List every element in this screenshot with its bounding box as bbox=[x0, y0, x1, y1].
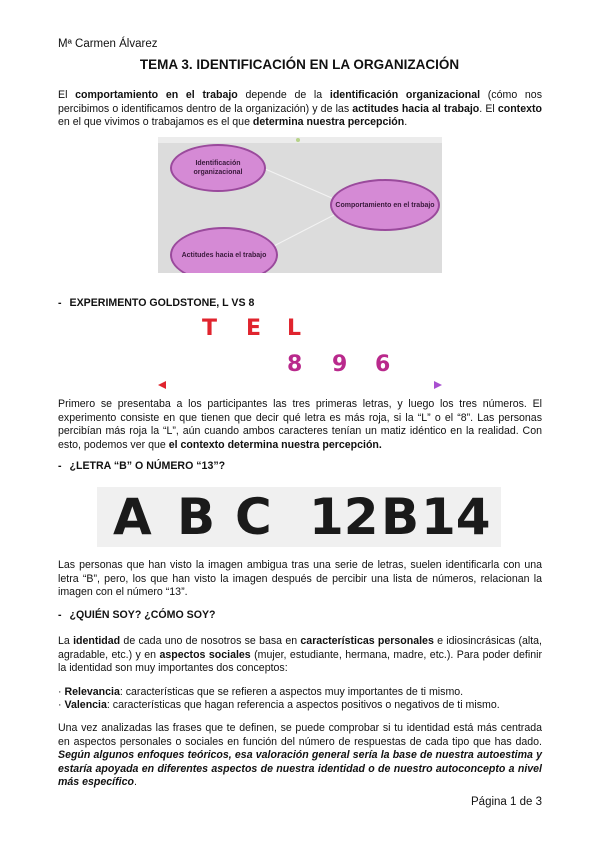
node-actitudes: Actitudes hacia el trabajo bbox=[170, 227, 278, 273]
glyph-b: B bbox=[177, 488, 216, 546]
bullet-relevancia: · Relevancia: características que se refieren a aspectos muy importantes de ti mismo. bbox=[58, 686, 464, 698]
para3-run: características personales bbox=[300, 635, 434, 647]
section-heading-quien: - ¿QUIÉN SOY? ¿CÓMO SOY? bbox=[58, 609, 216, 621]
bullet-valencia: · Valencia: características que hagan referencia a aspectos positivos o negativos de ti mismo. bbox=[58, 699, 500, 711]
glyph-c: C bbox=[235, 488, 272, 546]
intro-run: . El bbox=[479, 102, 498, 115]
intro-run: comportamiento en el trabajo bbox=[75, 89, 238, 101]
para1-run: el contexto determina nuestra percepción. bbox=[168, 438, 382, 451]
number-9: 9 bbox=[332, 352, 348, 377]
section-heading-letra: - ¿LETRA “B” O NÚMERO “13”? bbox=[58, 460, 226, 472]
letter-e: E bbox=[246, 316, 262, 341]
page-title: TEMA 3. IDENTIFICACIÓN EN LA ORGANIZACIÓN bbox=[139, 57, 460, 72]
intro-run: actitudes hacia al trabajo bbox=[352, 102, 480, 115]
intro-run: en el que vivimos o trabajamos es el que bbox=[58, 116, 253, 128]
glyph-a: A bbox=[113, 488, 152, 546]
goldstone-paragraph bbox=[58, 398, 542, 452]
glyph-b-ambiguous: B bbox=[381, 488, 420, 546]
node-identificacion: Identificación organizacional bbox=[170, 144, 266, 192]
node-comportamiento: Comportamiento en el trabajo bbox=[330, 179, 440, 231]
intro-run: identificación organizacional bbox=[329, 89, 481, 101]
para3-run: identidad bbox=[73, 635, 121, 647]
intro-paragraph bbox=[58, 89, 542, 130]
para3-run: e idiosincrásicas (alta, agradable, etc.) y en bbox=[58, 635, 542, 661]
para3-run: (mujer, estudiante, hermana, madre, etc.). Para poder definir la identidad son muy importantes dos conceptos: bbox=[58, 648, 542, 674]
section-heading-goldstone: - EXPERIMENTO GOLDSTONE, L VS 8 bbox=[58, 297, 255, 309]
glyph-14: 14 bbox=[421, 488, 491, 546]
conclusion-paragraph: Una vez analizadas las frases que te definen, se puede comprobar si tu identidad está más centrada en aspectos personales o sociales en función del número de respuestas de cada tipo que has dado. Según algunos enfoques teóricos, esa valoración general sería la base de nuestra autoestima y estaría apoyada en diferentes aspectos de nuestra identidad o de nuestro autoconcepto a nivel más específico. bbox=[58, 722, 542, 788]
para3-run: aspectos sociales bbox=[159, 648, 251, 661]
para1-run: Primero se presentaba a los participantes las tres primeras letras, y luego los tres números. El experimento consiste en que tienen que decir qué letra es más roja, si la “L” o el “8”. Las personas percibían más roja la “L”, aún cuando ambos caracteres tenían un matiz idéntico en la realidad. Con esto, podemos ver que bbox=[58, 398, 542, 451]
identity-paragraph bbox=[58, 635, 542, 676]
identity-diagram bbox=[158, 137, 442, 273]
letter-t: T bbox=[202, 316, 218, 341]
page-number: Página 1 de 3 bbox=[471, 796, 542, 808]
number-8: 8 bbox=[287, 352, 303, 377]
tel-figure bbox=[158, 300, 442, 392]
connector-top bbox=[256, 165, 334, 199]
para3-run: de cada uno de nosotros se basa en bbox=[120, 635, 301, 647]
abc-figure bbox=[97, 487, 501, 547]
intro-run: (cómo nos percibimos o identificamos dentro de la organización) y de las bbox=[58, 89, 542, 115]
para3-run: La bbox=[58, 635, 74, 647]
intro-run: determina nuestra percepción bbox=[252, 116, 405, 128]
connector-bottom bbox=[268, 215, 334, 249]
glyph-12: 12 bbox=[309, 488, 379, 546]
intro-run: . bbox=[404, 116, 408, 128]
author: Mª Carmen Álvarez bbox=[58, 38, 158, 50]
intro-run: depende de la bbox=[237, 89, 330, 101]
ambiguous-paragraph bbox=[58, 559, 542, 600]
number-6: 6 bbox=[375, 352, 391, 377]
intro-run: contexto bbox=[497, 102, 542, 115]
para2-run: Las personas que han visto la imagen ambigua tras una serie de letras, suelen identificarla con una letra “B”, pero, los que han visto la imagen después de percibir una lista de números, relacionan la imagen con el número “13”. bbox=[58, 559, 542, 598]
double-arrow bbox=[158, 378, 442, 392]
intro-run: El bbox=[58, 89, 76, 101]
letter-l: L bbox=[287, 316, 302, 341]
